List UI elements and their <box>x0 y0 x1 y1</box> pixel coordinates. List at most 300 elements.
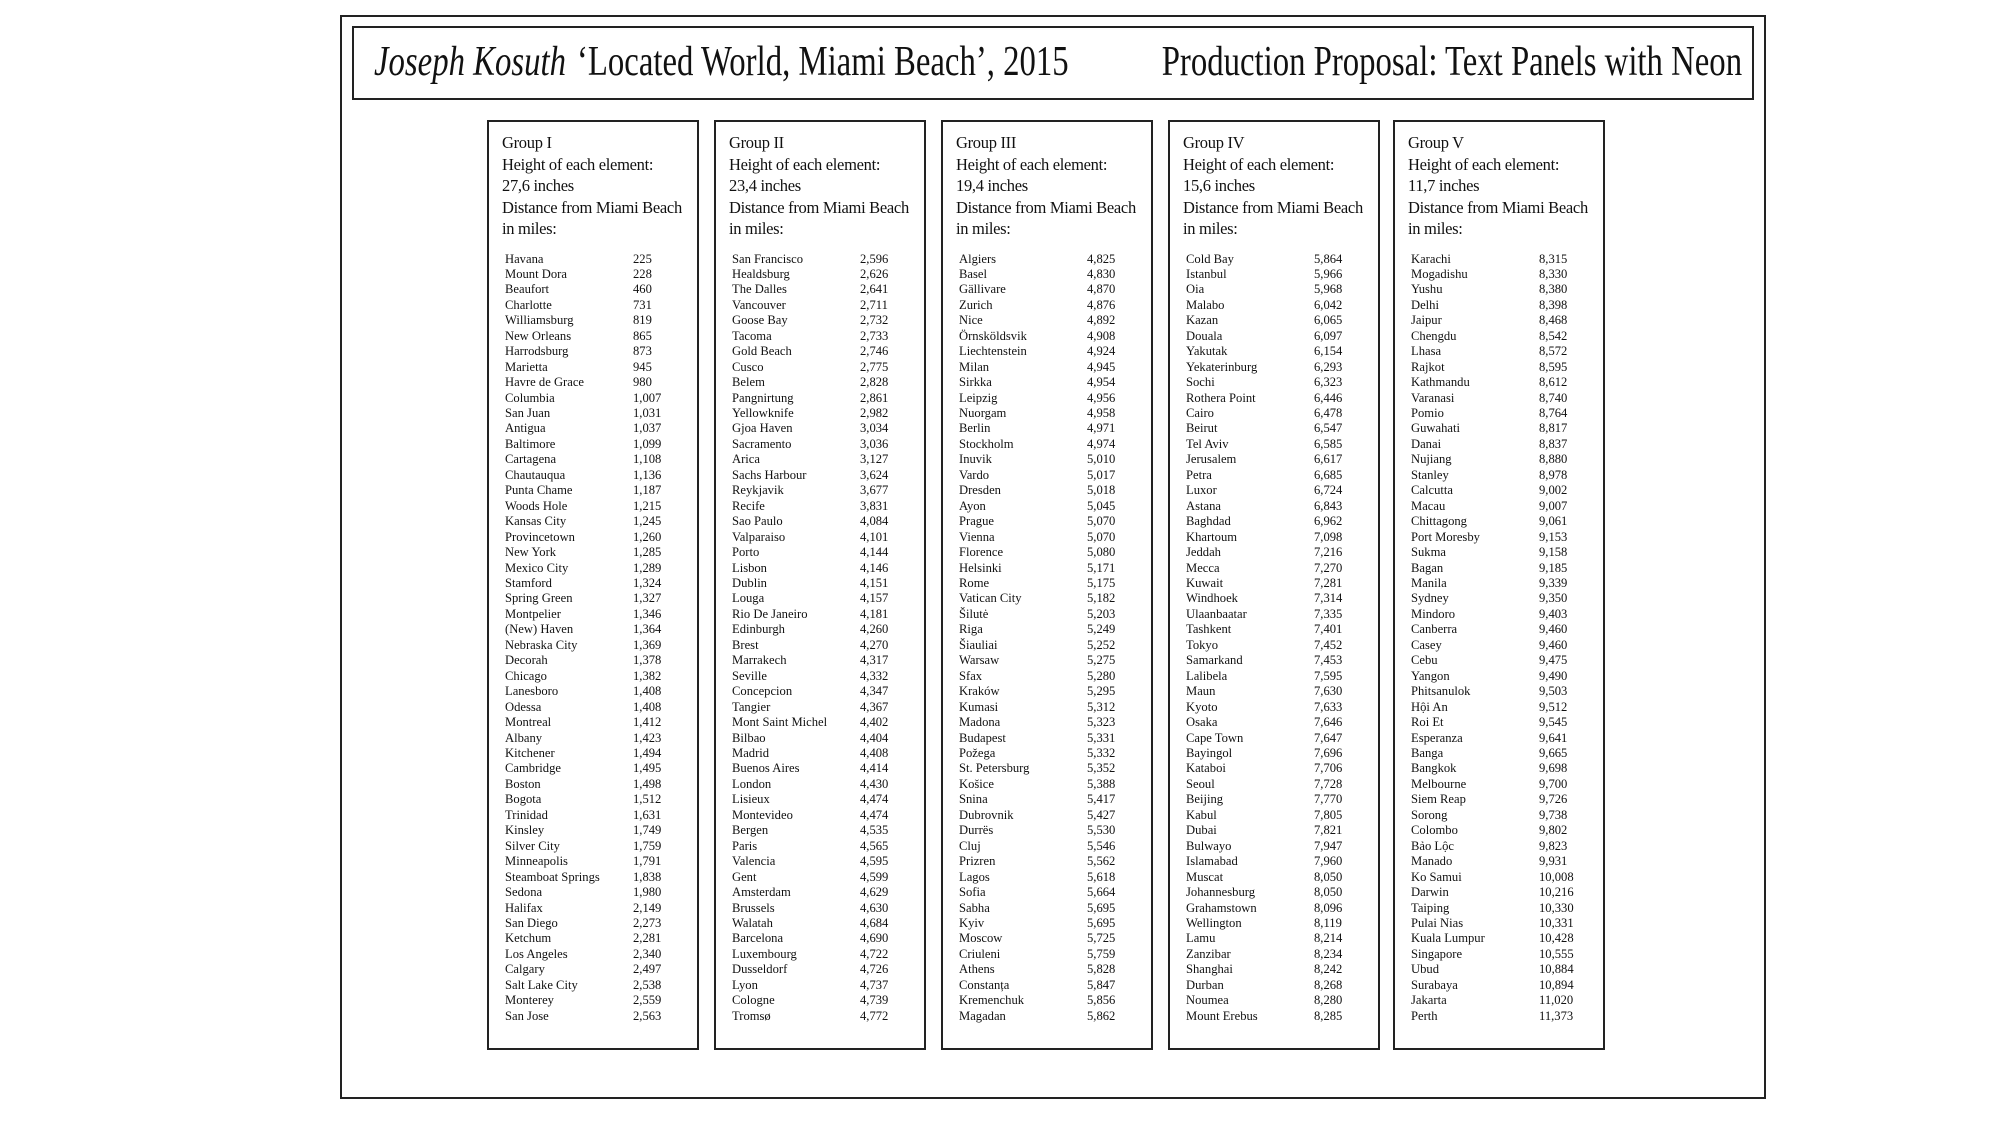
list-item <box>959 962 1135 977</box>
city-name: Mount Erebus <box>1186 1008 1258 1023</box>
distance-miles: 5,864 <box>1314 251 1343 266</box>
city-name: Seville <box>732 668 767 683</box>
list-item <box>505 591 681 606</box>
list-item <box>1411 854 1587 869</box>
list-item <box>505 282 681 297</box>
distance-miles: 1,245 <box>633 514 662 529</box>
list-item <box>732 715 908 730</box>
list-item <box>1411 483 1587 498</box>
list-item <box>732 252 908 267</box>
list-item <box>732 298 908 313</box>
distance-miles: 4,414 <box>860 761 889 776</box>
group-name: Group IV <box>1183 133 1245 152</box>
city-name: Rome <box>959 576 990 591</box>
city-name: Spring Green <box>505 591 573 606</box>
distance-list <box>956 252 1139 1025</box>
city-name: Salt Lake City <box>505 977 578 992</box>
list-item <box>1411 499 1587 514</box>
list-item <box>959 499 1135 514</box>
group-panel <box>941 120 1153 1050</box>
distance-miles: 1,631 <box>633 807 662 822</box>
list-item <box>1411 839 1587 854</box>
city-name: Kinsley <box>505 823 545 838</box>
distance-miles: 819 <box>633 313 652 328</box>
city-name: Istanbul <box>1186 266 1227 281</box>
distance-miles: 5,280 <box>1087 668 1116 683</box>
distance-miles: 5,966 <box>1314 266 1343 281</box>
city-name: Steamboat Springs <box>505 869 600 884</box>
list-item <box>1411 252 1587 267</box>
list-item <box>1411 931 1587 946</box>
list-item <box>1186 576 1362 591</box>
distance-label: Distance from Miami Beach <box>1408 197 1588 217</box>
list-item <box>732 823 908 838</box>
distance-miles: 5,275 <box>1087 653 1116 668</box>
city-name: Stockholm <box>959 436 1014 451</box>
list-item <box>505 823 681 838</box>
distance-miles: 9,350 <box>1539 591 1568 606</box>
list-item <box>1411 298 1587 313</box>
distance-miles: 8,050 <box>1314 869 1343 884</box>
distance-miles: 8,764 <box>1539 406 1568 421</box>
city-name: Ubud <box>1411 962 1439 977</box>
list-item <box>505 993 681 1008</box>
distance-miles: 2,746 <box>860 344 889 359</box>
distance-miles: 5,080 <box>1087 545 1116 560</box>
height-value: 23,4 inches <box>729 176 801 195</box>
list-item <box>1411 375 1587 390</box>
distance-miles: 9,738 <box>1539 807 1568 822</box>
city-name: Kataboi <box>1186 761 1226 776</box>
list-item <box>1411 591 1587 606</box>
list-item <box>1186 622 1362 637</box>
list-item <box>732 607 908 622</box>
artwork-title: ‘Located World, Miami Beach’, 2015 <box>577 39 1069 85</box>
distance-miles: 8,315 <box>1539 251 1568 266</box>
distance-miles: 4,908 <box>1087 328 1116 343</box>
distance-miles: 9,931 <box>1539 854 1568 869</box>
distance-miles: 6,323 <box>1314 375 1343 390</box>
distance-miles: 9,475 <box>1539 653 1568 668</box>
distance-miles: 4,599 <box>860 869 889 884</box>
distance-miles: 4,332 <box>860 668 889 683</box>
city-name: Boston <box>505 776 541 791</box>
distance-miles: 1,423 <box>633 730 662 745</box>
distance-miles: 4,430 <box>860 776 889 791</box>
list-item <box>1186 252 1362 267</box>
city-name: Milan <box>959 359 990 374</box>
city-name: Durban <box>1186 977 1224 992</box>
list-item <box>505 499 681 514</box>
distance-miles: 7,216 <box>1314 545 1343 560</box>
list-item <box>1186 1009 1362 1024</box>
distance-miles: 2,538 <box>633 977 662 992</box>
list-item <box>1411 329 1587 344</box>
list-item <box>1411 406 1587 421</box>
city-name: Calcutta <box>1411 483 1453 498</box>
distance-unit-label: in miles: <box>956 219 1011 238</box>
distance-miles: 8,595 <box>1539 359 1568 374</box>
city-name: Mecca <box>1186 560 1220 575</box>
group-panel <box>487 120 699 1050</box>
city-name: Chicago <box>505 668 547 683</box>
city-name: Delhi <box>1411 297 1439 312</box>
list-item <box>1186 700 1362 715</box>
distance-miles: 4,565 <box>860 838 889 853</box>
list-item <box>505 576 681 591</box>
list-item <box>732 653 908 668</box>
city-name: Lamu <box>1186 931 1216 946</box>
distance-miles: 2,775 <box>860 359 889 374</box>
distance-miles: 1,494 <box>633 746 662 760</box>
list-item <box>505 391 681 406</box>
distance-miles: 4,317 <box>860 653 889 668</box>
distance-miles: 6,547 <box>1314 421 1343 436</box>
list-item <box>1411 267 1587 282</box>
list-item <box>732 931 908 946</box>
list-item <box>1411 360 1587 375</box>
list-item <box>732 684 908 699</box>
distance-miles: 5,695 <box>1087 915 1116 930</box>
distance-miles: 1,187 <box>633 483 662 498</box>
list-item <box>505 344 681 359</box>
distance-miles: 5,695 <box>1087 900 1116 915</box>
panel-heading <box>1408 132 1591 240</box>
city-name: Athens <box>959 962 995 977</box>
list-item <box>1186 499 1362 514</box>
city-name: Valencia <box>732 854 776 869</box>
city-name: Kumasi <box>959 699 999 714</box>
list-item <box>732 947 908 962</box>
distance-miles: 5,427 <box>1087 807 1116 822</box>
distance-miles: 7,281 <box>1314 576 1343 591</box>
city-name: Pomio <box>1411 406 1444 421</box>
distance-miles: 9,490 <box>1539 668 1568 683</box>
list-item <box>732 421 908 436</box>
list-item <box>959 715 1135 730</box>
list-item <box>1186 545 1362 560</box>
city-name: Ketchum <box>505 931 552 946</box>
city-name: The Dalles <box>732 282 787 297</box>
distance-miles: 9,403 <box>1539 606 1568 621</box>
list-item <box>732 870 908 885</box>
distance-miles: 4,151 <box>860 576 889 591</box>
list-item <box>959 313 1135 328</box>
distance-miles: 4,825 <box>1087 251 1116 266</box>
list-item <box>959 622 1135 637</box>
list-item <box>1186 731 1362 746</box>
distance-miles: 4,157 <box>860 591 889 606</box>
distance-miles: 1,364 <box>633 622 662 637</box>
distance-miles: 5,171 <box>1087 560 1116 575</box>
distance-miles: 5,862 <box>1087 1008 1116 1023</box>
distance-miles: 3,831 <box>860 498 889 513</box>
city-name: Sachs Harbour <box>732 467 807 482</box>
distance-miles: 10,428 <box>1539 931 1574 946</box>
height-label: Height of each element: <box>1408 154 1560 174</box>
city-name: Kitchener <box>505 746 555 760</box>
city-name: Cold Bay <box>1186 251 1234 266</box>
city-name: Luxembourg <box>732 946 797 961</box>
city-name: Moscow <box>959 931 1003 946</box>
distance-miles: 4,408 <box>860 746 889 760</box>
distance-miles: 1,408 <box>633 684 662 699</box>
distance-miles: 5,203 <box>1087 606 1116 621</box>
distance-miles: 6,962 <box>1314 514 1343 529</box>
city-name: Vancouver <box>732 297 786 312</box>
city-name: Lanesboro <box>505 684 559 699</box>
distance-miles: 8,572 <box>1539 344 1568 359</box>
city-name: Nujiang <box>1411 452 1452 467</box>
distance-miles: 3,036 <box>860 436 889 451</box>
distance-miles: 7,646 <box>1314 715 1343 730</box>
city-name: Lyon <box>732 977 758 992</box>
distance-miles: 4,690 <box>860 931 889 946</box>
distance-miles: 4,260 <box>860 622 889 637</box>
distance-miles: 4,945 <box>1087 359 1116 374</box>
list-item <box>959 870 1135 885</box>
list-item <box>505 854 681 869</box>
list-item <box>959 901 1135 916</box>
distance-miles: 2,828 <box>860 375 889 390</box>
distance-miles: 4,367 <box>860 699 889 714</box>
city-name: Baghdad <box>1186 514 1231 529</box>
distance-miles: 10,894 <box>1539 977 1574 992</box>
group-name: Group III <box>956 133 1017 152</box>
distance-miles: 9,185 <box>1539 560 1568 575</box>
list-item <box>1186 715 1362 730</box>
city-name: Durrës <box>959 823 994 838</box>
list-item <box>959 777 1135 792</box>
distance-miles: 6,446 <box>1314 390 1343 405</box>
distance-miles: 731 <box>633 297 652 312</box>
distance-miles: 5,968 <box>1314 282 1343 297</box>
city-name: Taiping <box>1411 900 1450 915</box>
city-name: Snina <box>959 792 988 807</box>
list-item <box>505 901 681 916</box>
distance-list <box>729 252 912 1025</box>
city-name: Edinburgh <box>732 622 785 637</box>
list-item <box>732 622 908 637</box>
list-item <box>505 777 681 792</box>
distance-miles: 4,892 <box>1087 313 1116 328</box>
list-item <box>732 885 908 900</box>
list-item <box>505 437 681 452</box>
list-item <box>1186 514 1362 529</box>
distance-miles: 7,098 <box>1314 529 1343 544</box>
list-item <box>505 947 681 962</box>
list-item <box>732 669 908 684</box>
distance-miles: 1,408 <box>633 699 662 714</box>
distance-miles: 9,007 <box>1539 498 1568 513</box>
distance-label: Distance from Miami Beach <box>956 197 1136 217</box>
city-name: Colombo <box>1411 823 1458 838</box>
distance-unit-label: in miles: <box>1408 219 1463 238</box>
distance-miles: 4,474 <box>860 807 889 822</box>
distance-miles: 1,285 <box>633 545 662 560</box>
distance-miles: 7,770 <box>1314 792 1343 807</box>
city-name: Punta Chame <box>505 483 573 498</box>
city-name: Montreal <box>505 715 552 730</box>
distance-miles: 1,382 <box>633 668 662 683</box>
city-name: Jakarta <box>1411 993 1447 1008</box>
list-item <box>1411 344 1587 359</box>
distance-miles: 8,096 <box>1314 900 1343 915</box>
city-name: Cluj <box>959 838 981 853</box>
distance-miles: 6,724 <box>1314 483 1343 498</box>
list-item <box>959 252 1135 267</box>
list-item <box>1186 638 1362 653</box>
list-item <box>959 792 1135 807</box>
city-name: Shanghai <box>1186 962 1233 977</box>
distance-miles: 4,629 <box>860 885 889 900</box>
list-item <box>1186 870 1362 885</box>
city-name: Budapest <box>959 730 1006 745</box>
distance-miles: 5,017 <box>1087 467 1116 482</box>
list-item <box>959 823 1135 838</box>
distance-miles: 225 <box>633 251 652 266</box>
city-name: Kuwait <box>1186 576 1224 591</box>
list-item <box>732 561 908 576</box>
city-name: Sfax <box>959 668 983 683</box>
artist-name: Joseph Kosuth <box>374 39 567 85</box>
city-name: Maun <box>1186 684 1216 699</box>
list-item <box>1186 993 1362 1008</box>
distance-unit-label: in miles: <box>1183 219 1238 238</box>
list-item <box>505 452 681 467</box>
list-item <box>505 406 681 421</box>
list-item <box>1186 978 1362 993</box>
city-name: Mindoro <box>1411 606 1456 621</box>
city-name: Dubai <box>1186 823 1217 838</box>
distance-miles: 5,618 <box>1087 869 1116 884</box>
distance-miles: 8,050 <box>1314 885 1343 900</box>
city-name: Amsterdam <box>732 885 791 900</box>
distance-miles: 1,412 <box>633 715 662 730</box>
list-item <box>505 808 681 823</box>
city-name: Nebraska City <box>505 637 578 652</box>
distance-label: Distance from Miami Beach <box>729 197 909 217</box>
distance-miles: 4,876 <box>1087 297 1116 312</box>
panel-heading <box>729 132 912 240</box>
list-item <box>1186 607 1362 622</box>
city-name: Sukma <box>1411 545 1446 560</box>
distance-miles: 5,312 <box>1087 699 1116 714</box>
list-item <box>732 962 908 977</box>
height-label: Height of each element: <box>729 154 881 174</box>
list-item <box>1411 746 1587 761</box>
list-item <box>1411 1009 1587 1024</box>
list-item <box>1186 792 1362 807</box>
distance-miles: 5,182 <box>1087 591 1116 606</box>
distance-miles: 9,503 <box>1539 684 1568 699</box>
distance-miles: 3,127 <box>860 452 889 467</box>
city-name: Paris <box>732 838 758 853</box>
list-item <box>959 653 1135 668</box>
city-name: Cairo <box>1186 406 1214 421</box>
list-item <box>732 808 908 823</box>
city-name: Port Moresby <box>1411 529 1480 544</box>
city-name: Mount Dora <box>505 266 567 281</box>
city-name: Požega <box>959 746 996 760</box>
list-item <box>732 993 908 1008</box>
list-item <box>732 761 908 776</box>
distance-miles: 5,856 <box>1087 993 1116 1008</box>
distance-miles: 5,664 <box>1087 885 1116 900</box>
list-item <box>1186 684 1362 699</box>
distance-miles: 10,330 <box>1539 900 1574 915</box>
distance-miles: 1,791 <box>633 854 662 869</box>
city-name: Inuvik <box>959 452 992 467</box>
city-name: Astana <box>1186 498 1221 513</box>
distance-miles: 5,323 <box>1087 715 1116 730</box>
city-name: Islamabad <box>1186 854 1238 869</box>
distance-miles: 3,624 <box>860 467 889 482</box>
list-item <box>1411 437 1587 452</box>
list-item <box>732 576 908 591</box>
city-name: Kyiv <box>959 915 985 930</box>
distance-miles: 8,268 <box>1314 977 1343 992</box>
distance-miles: 5,295 <box>1087 684 1116 699</box>
distance-miles: 8,380 <box>1539 282 1568 297</box>
distance-miles: 1,980 <box>633 885 662 900</box>
distance-miles: 5,759 <box>1087 946 1116 961</box>
city-name: Chittagong <box>1411 514 1467 529</box>
distance-miles: 9,002 <box>1539 483 1568 498</box>
list-item <box>959 808 1135 823</box>
city-name: Zurich <box>959 297 993 312</box>
city-name: Bayingol <box>1186 746 1233 760</box>
distance-miles: 8,817 <box>1539 421 1568 436</box>
list-item <box>959 839 1135 854</box>
list-item <box>959 700 1135 715</box>
list-item <box>959 530 1135 545</box>
city-name: Chautauqua <box>505 467 566 482</box>
list-item <box>732 452 908 467</box>
city-name: Bagan <box>1411 560 1444 575</box>
group-panel <box>714 120 926 1050</box>
height-label: Height of each element: <box>1183 154 1335 174</box>
city-name: Melbourne <box>1411 776 1467 791</box>
city-name: Lhasa <box>1411 344 1442 359</box>
city-name: Basel <box>959 266 987 281</box>
list-item <box>1186 483 1362 498</box>
list-item <box>505 885 681 900</box>
list-item <box>1411 282 1587 297</box>
list-item <box>732 344 908 359</box>
distance-miles: 1,007 <box>633 390 662 405</box>
city-name: Gent <box>732 869 757 884</box>
distance-miles: 1,369 <box>633 637 662 652</box>
city-name: Monterey <box>505 993 554 1008</box>
list-item <box>1411 700 1587 715</box>
list-item <box>1186 282 1362 297</box>
list-item <box>732 499 908 514</box>
city-name: Charlotte <box>505 297 552 312</box>
city-name: Guwahati <box>1411 421 1460 436</box>
distance-miles: 8,542 <box>1539 328 1568 343</box>
city-name: Yangon <box>1411 668 1450 683</box>
city-name: Bulwayo <box>1186 838 1232 853</box>
city-name: Sorong <box>1411 807 1448 822</box>
distance-miles: 6,685 <box>1314 467 1343 482</box>
distance-list <box>1408 252 1591 1025</box>
city-name: Riga <box>959 622 983 637</box>
city-name: Ko Samui <box>1411 869 1462 884</box>
city-name: Florence <box>959 545 1004 560</box>
distance-miles: 8,242 <box>1314 962 1343 977</box>
city-name: Minneapolis <box>505 854 568 869</box>
